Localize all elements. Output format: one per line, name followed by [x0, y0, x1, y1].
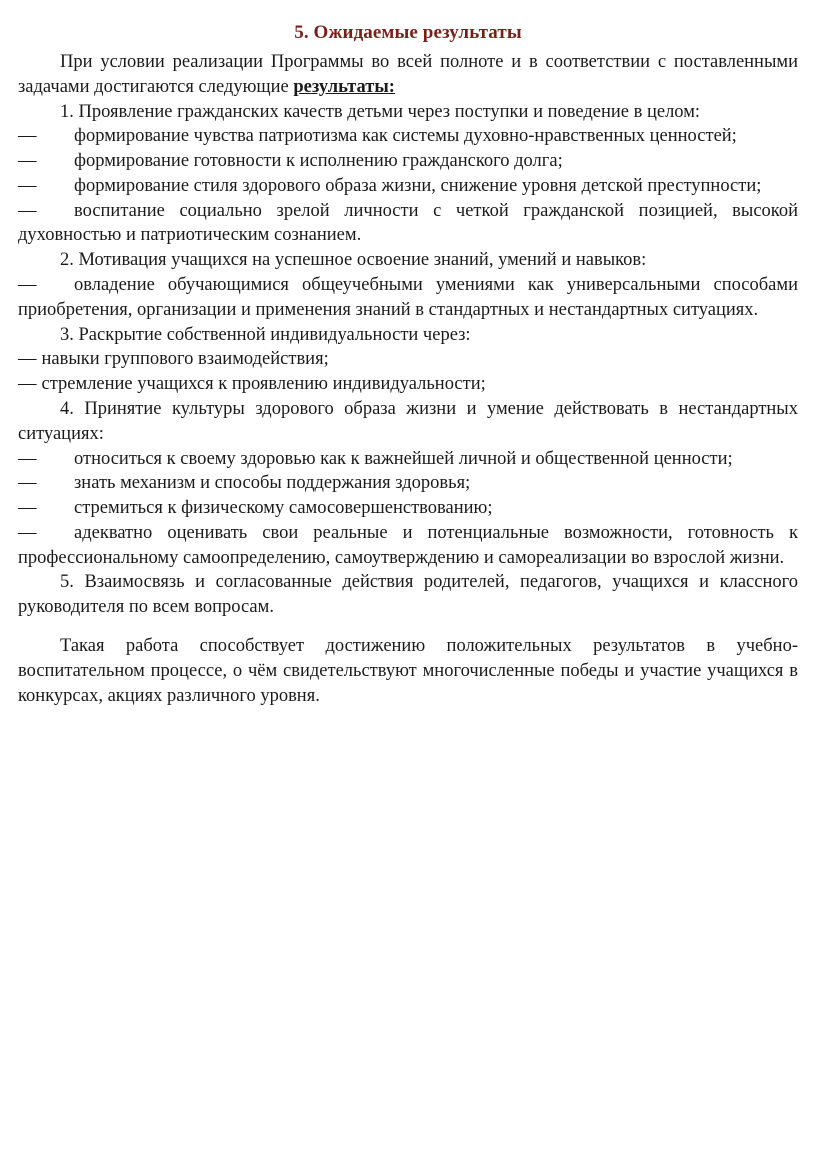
dash-marker: —	[18, 275, 37, 296]
dash-marker: —	[18, 448, 37, 469]
list-item-dash-2	[18, 149, 798, 174]
dash-marker: —	[18, 473, 37, 494]
intro-text: При условии реализации Программы во всей полноте и в соответствии с поставленными задачами достигаются следующие	[18, 52, 798, 97]
dash-marker: —	[18, 498, 37, 519]
list-item-text: формирование готовности к исполнению гражданского долга;	[74, 151, 563, 172]
closing-paragraph: Такая работа способствует достижению положительных результатов в учебно-воспитательном процессе, о чём свидетельствуют многочисленные победы и участие учащихся в конкурсах, акциях различного уровня.	[18, 635, 798, 706]
dash-marker: —	[18, 175, 37, 196]
dash-marker: —	[18, 522, 37, 543]
list-item-text: относиться к своему здоровью как к важнейшей личной и общественной ценности;	[74, 448, 733, 469]
list-item-dash-10	[18, 496, 798, 521]
list-item-dash-8	[18, 447, 798, 472]
list-item-text: знать механизм и способы поддержания здоровья;	[74, 473, 471, 494]
list-item-1	[18, 100, 798, 125]
dash-marker: —	[18, 200, 37, 221]
list-item-text: 2. Мотивация учащихся на успешное освоение знаний, умений и навыков:	[60, 250, 647, 271]
intro-paragraph	[18, 50, 798, 100]
list-item-dash-7	[18, 372, 798, 397]
list-item-dash-6	[18, 347, 798, 372]
list-item-4	[18, 397, 798, 447]
list-item-5	[18, 570, 798, 620]
list-item-dash-5	[18, 273, 798, 323]
list-item-text: 4. Принятие культуры здорового образа жизни и умение действовать в нестандартных ситуациях:	[18, 398, 798, 444]
list-item-text: 3. Раскрытие собственной индивидуальности через:	[60, 324, 471, 345]
list-item-text: навыки группового взаимодействия;	[41, 349, 329, 370]
list-item-text: формирование стиля здорового образа жизни, снижение уровня детской преступности;	[74, 175, 762, 196]
list-item-text: формирование чувства патриотизма как системы духовно-нравственных ценностей;	[74, 126, 737, 147]
dash-marker: —	[18, 349, 37, 370]
list-item-text: 5. Взаимосвязь и согласованные действия родителей, педагогов, учащихся и классного руководителя по всем вопросам.	[18, 572, 798, 618]
list-item-2	[18, 248, 798, 273]
dash-marker: —	[18, 126, 37, 147]
list-item-text: 1. Проявление гражданских качеств детьми через поступки и поведение в целом:	[60, 101, 701, 122]
list-item-dash-4	[18, 199, 798, 249]
list-item-text: адекватно оценивать свои реальные и потенциальные возможности, готовность к профессиональному самоопределению, самоутверждению и самореализации во взрослой жизни.	[18, 522, 798, 568]
page-title: 5. Ожидаемые результаты	[294, 22, 522, 43]
list-item-3	[18, 323, 798, 348]
intro-emphasis: результаты:	[293, 76, 395, 97]
list-item-text: воспитание социально зрелой личности с четкой гражданской позицией, высокой духовностью и патриотическим сознанием.	[18, 200, 798, 246]
list-item-text: овладение обучающимися общеучебными умениями как универсальными способами приобретения, организации и применения знаний в стандартных и нестандартных ситуациях.	[18, 275, 798, 320]
dash-marker: —	[18, 151, 37, 172]
list-item-dash-3	[18, 174, 798, 199]
dash-marker: —	[18, 374, 37, 395]
list-item-text: стремиться к физическому самосовершенствованию;	[74, 498, 493, 519]
paragraph-spacer	[18, 620, 798, 634]
list-item-text: стремление учащихся к проявлению индивидуальности;	[41, 374, 486, 395]
list-item-dash-1	[18, 124, 798, 149]
list-item-dash-11	[18, 521, 798, 571]
list-item-dash-9	[18, 471, 798, 496]
